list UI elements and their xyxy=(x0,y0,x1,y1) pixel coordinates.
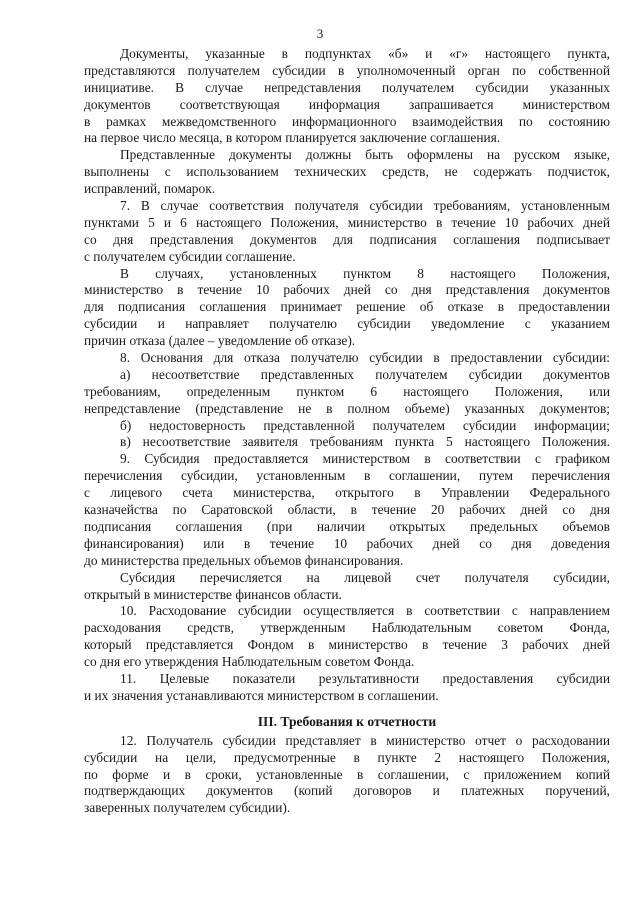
text-line: заверенных получателем субсидии). xyxy=(84,800,291,816)
text-line: выполнены с использованием технических средств, не содержать подчисток, xyxy=(84,164,610,180)
text-line: б) недостоверность представленной получателем субсидии информации; xyxy=(120,417,610,433)
text-line: в) несоответствие заявителя требованиям пункта 5 настоящего Положения. xyxy=(120,434,610,450)
text-line: причин отказа (далее – уведомление об отказе). xyxy=(84,333,356,349)
text-line: 12. Получатель субсидии представляет в министерство отчет о расходовании xyxy=(120,732,610,748)
text-line: 9. Субсидия предоставляется министерством в соответствии с графиком xyxy=(120,451,610,467)
text-line: субсидии и направляет получателю субсидии уведомление с указанием xyxy=(84,316,610,332)
text-line: исправлений, помарок. xyxy=(84,181,216,197)
body-text-after-heading xyxy=(84,733,610,817)
text-line: Представленные документы должны быть оформлены на русском языке, xyxy=(120,147,610,163)
text-line: Документы, указанные в подпунктах «б» и «г» настоящего пункта, xyxy=(120,46,610,61)
text-line: пунктами 5 и 6 настоящего Положения, министерство в течение 10 рабочих дней xyxy=(84,214,610,230)
text-line: подписания соглашения (при наличии открытых предельных объемов xyxy=(84,518,610,534)
text-line: документов соответствующая информация запрашивается министерством xyxy=(84,96,610,112)
text-line: субсидии на цели, предусмотренные в пункте 2 настоящего Положения, xyxy=(84,749,610,765)
text-line: а) несоответствие представленных получателем субсидии документов xyxy=(120,366,610,382)
text-line: расходования средств, утвержденным Наблюдательным советом Фонда, xyxy=(84,620,610,636)
text-line: В случаях, установленных пунктом 8 настоящего Положения, xyxy=(120,265,610,281)
text-line: требованиям, определенным пунктом 6 настоящего Положения, или xyxy=(84,383,610,399)
text-line: финансирования) или в течение 10 рабочих дней со дня доведения xyxy=(84,535,610,551)
text-line: 7. В случае соответствия получателя субсидии требованиям, установленным xyxy=(120,198,610,214)
text-line: до министерства предельных объемов финансирования. xyxy=(84,552,404,568)
text-line: перечисления субсидии, установленным в соглашении, путем перечисления xyxy=(84,468,610,484)
text-line: 11. Целевые показатели результативности предоставления субсидии xyxy=(120,670,610,686)
text-line: который представляется Фондом в министерство в течение 3 рабочих дней xyxy=(84,637,610,653)
text-line: со дня его утверждения Наблюдательным советом Фонда. xyxy=(84,654,415,670)
text-line: 8. Основания для отказа получателю субсидии в предоставлении субсидии: xyxy=(120,350,610,366)
text-line: по форме и в сроки, установленные в соглашении, с приложением копий xyxy=(84,766,610,782)
text-line: министерство в течение 10 рабочих дней со дня представления документов xyxy=(84,282,610,298)
text-line: Субсидия перечисляется на лицевой счет получателя субсидии, xyxy=(120,569,610,585)
text-line: подтверждающих документов (копий договоров и платежных поручений, xyxy=(84,783,610,799)
text-line: 10. Расходование субсидии осуществляется в соответствии с направлением xyxy=(120,603,610,619)
text-line: со дня представления документов для подписания соглашения подписывает xyxy=(84,231,610,247)
body-text-before-heading xyxy=(84,46,610,705)
text-line: с получателем субсидии соглашение. xyxy=(84,248,296,264)
text-line: с лицевого счета министерства, открытого в Управлении Федерального xyxy=(84,485,610,501)
text-line: и их значения устанавливаются министерством в соглашении. xyxy=(84,687,439,703)
text-line: непредставление (представление не в полном объеме) указанных документов; xyxy=(84,400,610,416)
document-body xyxy=(84,46,610,817)
text-line: в рамках межведомственного информационного взаимодействия по состоянию xyxy=(84,113,610,129)
text-line: на первое число месяца, в котором планируется заключение соглашения. xyxy=(84,130,501,146)
section-heading: III. Требования к отчетности xyxy=(257,713,437,729)
text-line: открытый в министерстве финансов области. xyxy=(84,586,342,602)
text-line: инициативе. В случае непредставления получателем субсидии указанных xyxy=(84,79,610,95)
text-line: для подписания соглашения принимает решение об отказе в предоставлении xyxy=(84,299,610,315)
text-line: казначейства по Саратовской области, в течение 20 рабочих дней со дня xyxy=(84,502,610,518)
page-number: 3 xyxy=(316,26,324,41)
text-line: представляются получателем субсидии в уполномоченный орган по собственной xyxy=(84,62,610,78)
